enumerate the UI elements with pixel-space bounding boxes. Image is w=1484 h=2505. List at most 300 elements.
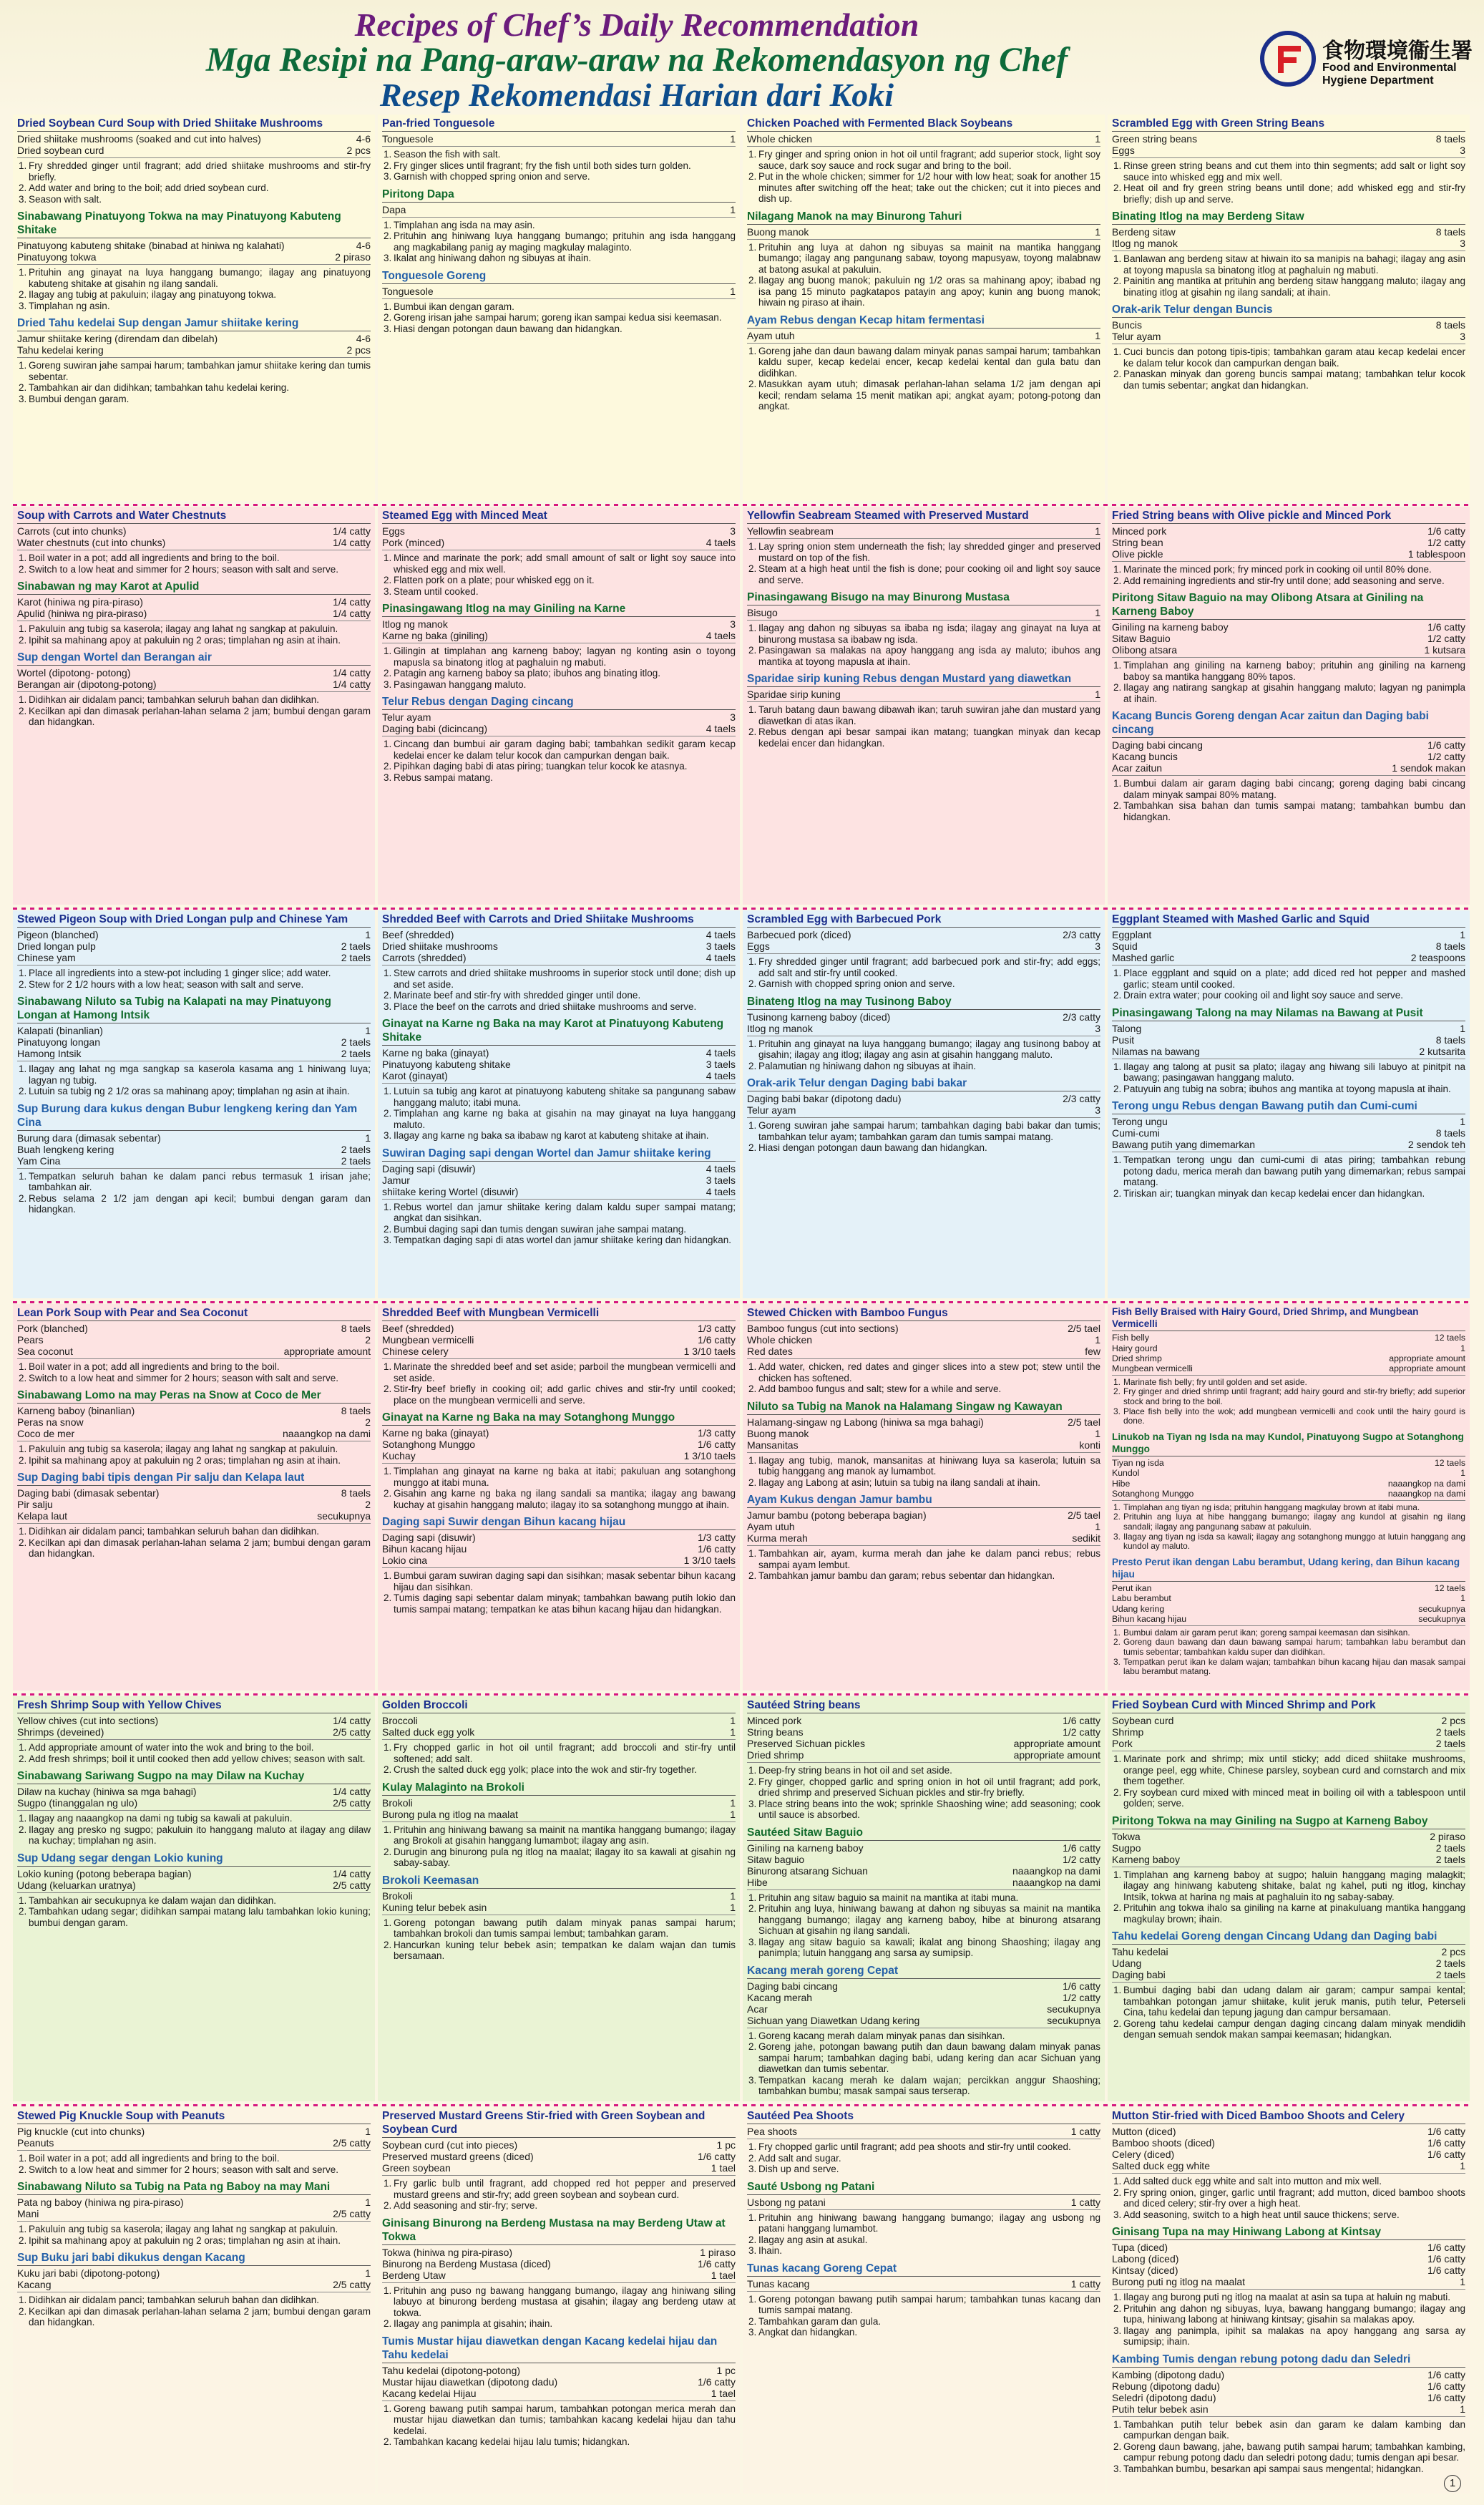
- ingredient-list: [382, 1163, 736, 1200]
- step-text: Ilagay ang Labong at asin; lutuin sa tubig na ilang sandali at ihain.: [758, 1477, 1041, 1488]
- ingredient-list: [382, 2247, 736, 2283]
- method-step: [1112, 1387, 1465, 1406]
- step-text: Mince and marinate the pork; add small amount of salt or light soy sauce into whisked egg and mix well.: [394, 553, 736, 575]
- ingredient-list: [747, 133, 1100, 147]
- step-number: 1.: [19, 2224, 27, 2234]
- step-number: 3.: [384, 772, 392, 783]
- recipe-title: Nilagang Manok na may Binurong Tahuri: [747, 209, 1100, 225]
- ingredient-quantity: 12 taels: [1434, 1333, 1465, 1343]
- ingredient-name: Jamur shiitake kering (direndam dan dibelah): [17, 333, 218, 344]
- method-step: [1112, 369, 1465, 391]
- ingredient-quantity: 1/2 catty: [1427, 751, 1465, 762]
- ingredient-quantity: 2 piraso: [1430, 1830, 1465, 1842]
- step-number: 1.: [384, 739, 392, 749]
- ingredient-line: [1112, 762, 1465, 774]
- ingredient-quantity: 1 sendok makan: [1392, 762, 1465, 774]
- ingredient-name: Tiyan ng isda: [1112, 1458, 1164, 1469]
- ingredient-line: [17, 1879, 371, 1891]
- method-step: [17, 1444, 371, 1455]
- ingredient-line: [17, 2126, 371, 2137]
- recipe-fil: [382, 1410, 736, 1510]
- ingredient-line: [1112, 1957, 1465, 1969]
- step-text: Timplahan ang isda na may asin.: [394, 219, 535, 230]
- step-text: Add water and bring to the boil; add dried soybean curd.: [29, 183, 269, 193]
- method-step: [382, 553, 736, 575]
- step-text: Marinate pork and shrimp; mix until sticky; add diced shiitake mushrooms, orange peel, egg white, Chinese parsley, soybean curd and cornstarch and mix them together.: [1123, 1754, 1465, 1786]
- step-number: 1.: [19, 1742, 27, 1753]
- step-number: 1.: [1113, 1754, 1122, 1764]
- step-number: 2.: [19, 1372, 27, 1383]
- ingredient-line: [17, 344, 371, 356]
- step-text: Tiriskan air; tuangkan minyak dan kecap kedelai encer dan hidangkan.: [1123, 1187, 1425, 1199]
- step-text: Add fresh shrimps; boil it until cooked then add yellow chives; season with salt.: [29, 1753, 366, 1764]
- recipe-title: Daging sapi Suwir dengan Bihun kacang hijau: [382, 1514, 736, 1530]
- recipe-title: Scrambled Egg with Barbecued Pork: [747, 912, 1100, 928]
- ingredient-line: [382, 1047, 736, 1059]
- ingredient-quantity: 1/6 catty: [1063, 1842, 1100, 1854]
- ingredient-name: Lokio kuning (potong beberapa bagian): [17, 1867, 192, 1879]
- ingredient-quantity: 1: [730, 203, 736, 215]
- recipe-ms: [17, 1470, 371, 1560]
- recipe-title: Stewed Chicken with Bamboo Fungus: [747, 1305, 1100, 1321]
- recipe-title: Piritong Sitaw Baguio na may Olibong Atsara at Giniling na Karneng Baboy: [1112, 590, 1465, 620]
- recipe-ms: [747, 1076, 1100, 1154]
- ingredient-name: Berdeng sitaw: [1112, 226, 1176, 238]
- ingredient-name: Squid: [1112, 940, 1138, 952]
- recipe-title: Ayam Rebus dengan Kecap hitam fermentasi: [747, 313, 1100, 329]
- ingredient-name: Tunas kacang: [747, 2277, 810, 2290]
- step-text: Fry ginger, chopped garlic and spring onion in hot oil until fragrant; add pork, dried shrimp and preserved Sichuan pickles and stir-fry briefly.: [758, 1776, 1100, 1798]
- ingredient-line: [1112, 1046, 1465, 1057]
- ingredient-line: [17, 1487, 371, 1499]
- ingredient-quantity: 4-6: [356, 333, 371, 344]
- recipe-fil: [1112, 2224, 1465, 2348]
- step-number: 2.: [19, 1824, 27, 1835]
- step-number: 2.: [748, 1383, 757, 1394]
- ingredient-quantity: 1/2 catty: [1427, 537, 1465, 548]
- ingredient-list: [747, 226, 1100, 240]
- step-number: 2.: [19, 2305, 27, 2317]
- ingredient-name: Pinatuyong longan: [17, 1036, 100, 1048]
- step-text: Ipihit sa mahinang apoy at pakuluin ng 2 oras; timplahan ng asin at ihain.: [29, 1454, 341, 1466]
- method-step: [382, 1764, 736, 1776]
- ingredient-name: Kacang merah: [747, 1991, 813, 2003]
- ingredient-name: Hairy gourd: [1112, 1343, 1158, 1353]
- ingredient-line: [1112, 751, 1465, 762]
- method-step: [382, 220, 736, 231]
- header: [0, 0, 1484, 115]
- recipe-en: [747, 2108, 1100, 2175]
- recipe-cell: [1108, 115, 1470, 501]
- method-step: [17, 2235, 371, 2247]
- method-step: [17, 694, 371, 706]
- step-text: Hiasi dengan potongan daun bawang dan hidangkan.: [758, 1142, 987, 1153]
- step-text: Fry soybean curd mixed with minced meat in boiling oil with a tablespoon until golden; serve.: [1123, 1786, 1465, 1809]
- ingredient-name: Yellow chives (cut into sections): [17, 1715, 159, 1726]
- step-number: 1.: [384, 1570, 392, 1581]
- ingredient-name: Pears: [17, 1334, 44, 1346]
- ingredient-quantity: 4-6: [356, 133, 371, 145]
- ingredient-line: [17, 1132, 371, 1144]
- ingredient-line: [1112, 145, 1465, 156]
- recipe-cell: [743, 1304, 1105, 1691]
- recipe-title: Kacang merah goreng Cepat: [747, 1963, 1100, 1979]
- ingredient-name: Jamur bambu (potong beberapa bagian): [747, 1509, 927, 1521]
- ingredient-name: Kacang: [17, 2279, 52, 2290]
- ingredient-name: Brokoli: [382, 1889, 413, 1902]
- step-number: 1.: [384, 149, 392, 160]
- recipe-en: [747, 1698, 1100, 1821]
- ingredient-quantity: 2 taels: [341, 940, 371, 952]
- recipe-en: [382, 508, 736, 597]
- step-number: 3.: [384, 1001, 392, 1012]
- step-text: Ilagay ang buong manok; pakuluin ng 1/2 oras sa mahinang apoy; ibabad ng isa pang 15 minuto pagkatapos patayin ang apoy; kunin ang buong manok; hiwain ng piraso at ihain.: [758, 275, 1100, 308]
- recipe-row: [13, 1304, 1473, 1691]
- ingredient-quantity: 1: [1460, 2403, 1465, 2415]
- method-step: [1112, 968, 1465, 990]
- ingredient-name: Hibe: [1112, 1478, 1131, 1489]
- ingredient-name: Sitaw Baguio: [1112, 633, 1171, 644]
- ingredient-quantity: 2: [365, 1334, 371, 1346]
- recipe-title: Pan-fried Tonguesole: [382, 116, 736, 132]
- recipe-fil: [17, 1769, 371, 1847]
- ingredient-line: [382, 1070, 736, 1081]
- ingredient-quantity: 1: [1095, 525, 1100, 537]
- ingredient-name: Terong ungu: [1112, 1116, 1168, 1127]
- ingredient-line: [1112, 1343, 1465, 1353]
- method-step: [747, 1039, 1100, 1061]
- method-step: [17, 301, 371, 312]
- method-step: [17, 553, 371, 564]
- step-text: Pakuluin ang tubig sa kaserola; ilagay ang lahat ng sangkap at pakuluin.: [29, 2224, 338, 2234]
- step-text: Add water, chicken, red dates and ginger slices into a stew pot; stew until the chicken has softened.: [758, 1361, 1100, 1383]
- recipe-title: Orak-arik Telur dengan Buncis: [1112, 302, 1465, 318]
- ingredient-quantity: 1: [365, 1132, 371, 1144]
- ingredient-quantity: sedikit: [1072, 1532, 1100, 1544]
- step-text: Heat oil and fry green string beans until done; add whisked egg and stir-fry briefly; dish up and serve.: [1123, 183, 1465, 205]
- ingredient-line: [382, 2388, 736, 2399]
- step-text: Marinate the minced pork; fry minced pork in cooking oil until 80% done.: [1123, 564, 1432, 575]
- ingredient-name: Tonguesole: [382, 285, 434, 297]
- method-step: [1112, 660, 1465, 682]
- recipe-ms: [382, 1873, 736, 1962]
- step-text: Ilagay ang burong puti ng itlog na maalat at asin sa tupa at haluin ng mabuti.: [1123, 2292, 1451, 2302]
- ingredient-quantity: 1/4 catty: [333, 608, 371, 619]
- step-number: 3.: [748, 2327, 757, 2338]
- step-text: Add remaining ingredients and stir-fry until done; add seasoning and serve.: [1123, 575, 1445, 586]
- ingredient-name: Daging babi (dimasak sebentar): [17, 1487, 160, 1499]
- ingredient-name: Pigeon (blanched): [17, 929, 99, 940]
- ingredient-line: [17, 1155, 371, 1167]
- step-number: 2.: [19, 183, 27, 193]
- ingredient-name: Buah lengkeng kering: [17, 1143, 114, 1155]
- ingredient-name: Daging babi cincang: [1112, 739, 1203, 751]
- step-text: Pasingawan sa malakas na apoy hanggang ang isda ay maluto; ibuhos ang mantika at toyong mapusla at ihain.: [758, 645, 1100, 667]
- recipe-title: Sinabawang Niluto sa Tubig na Pata ng Baboy na may Mani: [17, 2179, 371, 2195]
- ingredient-name: Tokwa: [1112, 1830, 1141, 1842]
- ingredient-line: [747, 2278, 1100, 2290]
- step-text: Drain extra water; pour cooking oil and light soy sauce and serve.: [1123, 990, 1403, 1001]
- ingredient-name: Sugpo: [1112, 1842, 1141, 1854]
- step-number: 1.: [384, 1466, 392, 1477]
- method-step: [382, 1361, 736, 1383]
- step-text: Add appropriate amount of water into the wok and bring to the boil.: [29, 1742, 314, 1753]
- step-text: Bumbui daging babi dan udang dalam air garam; campur sampai kental; tambahkan potongan jamur shiitake, kulit jeruk manis, putih telur, Peterseli Cina, tahu kedelai dan tepung jagung dan campur bersamaan.: [1123, 1985, 1465, 2018]
- ingredient-quantity: 1/4 catty: [333, 678, 371, 690]
- ingredient-quantity: 1: [1095, 689, 1100, 700]
- step-text: Add bamboo fungus and salt; stew for a while and serve.: [758, 1383, 1002, 1394]
- ingredient-name: Udang: [1112, 1957, 1142, 1969]
- method-step: [382, 968, 736, 990]
- step-number: 2.: [1113, 1386, 1121, 1397]
- ingredient-line: [17, 1048, 371, 1059]
- ingredient-list: [17, 2126, 371, 2151]
- ingredient-quantity: 2 pcs: [346, 145, 371, 156]
- ingredient-name: Mashed garlic: [1112, 952, 1175, 963]
- ingredient-name: Pata ng baboy (hiniwa ng pira-piraso): [17, 2197, 184, 2208]
- step-text: Cuci buncis dan potong tipis-tipis; tambahkan garam atau kecap kedelai encer ke dalam telur kocok dan campurkan dengan baik.: [1123, 346, 1465, 369]
- method-step: [1112, 2463, 1465, 2475]
- ingredient-name: Buong manok: [747, 225, 809, 238]
- ingredient-line: [17, 2208, 371, 2219]
- ingredient-list: [1112, 2126, 1465, 2174]
- step-number: 2.: [384, 575, 392, 585]
- recipe-cell: [378, 910, 740, 1298]
- method-step: [382, 171, 736, 183]
- step-text: Goreng bawang putih sampai harum, tambahkan potongan merica merah dan mustar hijau diawetkan dan tumis; tambahkan kacang kedelai hijau dan tahu kedelai.: [394, 2403, 736, 2436]
- ingredient-line: [1112, 1479, 1465, 1489]
- recipe-title: Eggplant Steamed with Mashed Garlic and Squid: [1112, 912, 1465, 928]
- ingredient-name: Sparidae sirip kuning: [747, 689, 841, 700]
- recipe-title: Chicken Poached with Fermented Black Soybeans: [747, 116, 1100, 132]
- ingredient-name: Carrots (cut into chunks): [17, 525, 127, 537]
- method-step: [17, 635, 371, 646]
- ingredient-line: [747, 1093, 1100, 1104]
- ingredient-name: Lokio cina: [382, 1555, 428, 1566]
- ingredient-line: [17, 952, 371, 963]
- ingredient-line: [747, 525, 1100, 537]
- ingredient-list: [382, 1323, 736, 1359]
- ingredient-line: [382, 1450, 736, 1461]
- method-step: [17, 1824, 371, 1847]
- step-number: 2.: [384, 1108, 392, 1119]
- ingredient-quantity: 8 taels: [1435, 940, 1465, 952]
- ingredient-list: [747, 1416, 1100, 1453]
- ingredient-quantity: 2: [365, 1499, 371, 1510]
- ingredient-name: Chinese yam: [17, 952, 76, 963]
- step-text: Deep-fry string beans in hot oil and set aside.: [758, 1765, 952, 1776]
- step-number: 2.: [1113, 2302, 1122, 2314]
- step-text: Goreng tahu kedelai campur dengan daging cincang dalam minyak mendidih dengan semuah sendok makan sampai keemasan; hidangkan.: [1123, 2018, 1465, 2040]
- step-text: Goreng jahe, potongan bawang putih dan daun bawang dalam minyak panas sampai harum; tambahkan daging babi, udang kering dan acar Sichuan yang diawetkan dan tumis sebentar.: [758, 2041, 1100, 2074]
- ingredient-line: [17, 608, 371, 619]
- ingredient-list: [382, 1890, 736, 1915]
- recipe-ms: [17, 2250, 371, 2328]
- ingredient-quantity: 2/5 catty: [333, 2279, 371, 2290]
- ingredient-list: [382, 133, 736, 147]
- recipe-title: Fish Belly Braised with Hairy Gourd, Dried Shrimp, and Mungbean Vermicelli: [1112, 1305, 1465, 1331]
- recipe-title: Kacang Buncis Goreng dengan Acar zaitun dan Daging babi cincang: [1112, 709, 1465, 738]
- ingredient-list: [17, 929, 371, 965]
- ingredient-quantity: 1/6 catty: [1427, 2137, 1465, 2149]
- ingredient-line: [1112, 1614, 1465, 1624]
- ingredient-quantity: 2 taels: [341, 1036, 371, 1048]
- step-text: Dish up and serve.: [758, 2164, 839, 2174]
- ingredient-quantity: 8 taels: [1435, 1127, 1465, 1139]
- method-step: [17, 979, 371, 991]
- recipe-ms: [17, 1851, 371, 1929]
- ingredient-name: Red dates: [747, 1346, 793, 1357]
- step-text: Ilagay ang talong at pusit sa plato; ilagay ang hiwang sili labuyo at pinitpit na bawang; pasingawan hanggang maluto.: [1123, 1061, 1465, 1083]
- step-number: 2.: [748, 275, 757, 286]
- step-number: 3.: [1113, 1531, 1121, 1542]
- ingredient-line: [1112, 1593, 1465, 1603]
- recipe-en: [382, 1305, 736, 1406]
- method-step: [17, 2306, 371, 2328]
- ingredient-quantity: 1/6 catty: [1427, 2242, 1465, 2253]
- ingredient-line: [382, 1439, 736, 1450]
- ingredient-line: [17, 1416, 371, 1428]
- ingredient-name: Sitaw baguio: [747, 1853, 805, 1865]
- step-text: Rebus dengan api besar sampai ikan matang; tuangkan minyak dan kecap kedelai encer dan hidangkan.: [758, 726, 1100, 749]
- method-step: [382, 2403, 736, 2437]
- step-text: Bumbui dalam air garam daging babi cincang; goreng daging babi cincang dalam minyak sampai 80% matang.: [1123, 778, 1465, 800]
- recipe-title: Shredded Beef with Mungbean Vermicelli: [382, 1305, 736, 1321]
- ingredient-line: [747, 929, 1100, 940]
- step-number: 3.: [748, 2245, 757, 2256]
- ingredient-quantity: 1: [1095, 607, 1100, 618]
- recipe-cell: [13, 115, 375, 501]
- method-step: [747, 1383, 1100, 1395]
- ingredient-quantity: 1 pc: [716, 2364, 736, 2376]
- method-step: [1112, 564, 1465, 575]
- ingredient-list: [747, 689, 1100, 702]
- recipe-fil: [1112, 1431, 1465, 1552]
- recipe-title: Sup Burung dara kukus dengan Bubur lengkeng kering dan Yam Cina: [17, 1101, 371, 1131]
- ingredient-name: Bisugo: [747, 607, 778, 618]
- step-number: 2.: [384, 1939, 392, 1950]
- recipe-fil: [382, 1780, 736, 1869]
- step-text: Goreng daun bawang, jahe, bawang putih sampai harum; tambahkan kambing, campur rebung potong dadu dan seledri potong dadu; tumis dengan api besar.: [1123, 2441, 1465, 2463]
- ingredient-name: Daging sapi (disuwir): [382, 1162, 476, 1174]
- recipe-fil: [1112, 590, 1465, 704]
- method-step: [1112, 1407, 1465, 1426]
- ingredient-line: [747, 1439, 1100, 1451]
- ingredient-name: Telur ayam: [747, 1104, 796, 1116]
- method-step: [747, 1765, 1100, 1776]
- ingredient-line: [1112, 1854, 1465, 1865]
- ingredient-line: [747, 1023, 1100, 1034]
- ingredient-list: [1112, 929, 1465, 965]
- ingredient-line: [382, 952, 736, 963]
- ingredient-name: Burong puti ng itlog na maalat: [1112, 2276, 1246, 2287]
- step-number: 3.: [384, 1130, 392, 1141]
- step-text: Boil water in a pot; add all ingredients and bring to the boil.: [29, 2153, 280, 2164]
- step-text: Stew for 2 1/2 hours with a low heat; season with salt and serve.: [29, 978, 304, 990]
- recipe-title: Tahu kedelai Goreng dengan Cincang Udang dan Daging babi: [1112, 1929, 1465, 1945]
- step-text: Lay spring onion stem underneath the fish; lay shredded ginger and preserved mustard on top of the fish.: [758, 541, 1100, 563]
- method-step: [747, 956, 1100, 978]
- step-text: Stir-fry beef briefly in cooking oil; add garlic chives and stir-fry until cooked; place on the mungbean vermicelli and serve.: [394, 1383, 736, 1406]
- step-number: 1.: [19, 2153, 27, 2164]
- ingredient-line: [1112, 1116, 1465, 1127]
- step-text: Add salt and sugar.: [758, 2152, 841, 2164]
- step-text: Ilagay ang karne ng baka sa ibabaw ng karot at kabuteng shitake at ihain.: [394, 1130, 709, 1141]
- step-number: 1.: [19, 2295, 27, 2305]
- step-text: Bumbui dengan garam.: [29, 393, 130, 404]
- ingredient-name: Dapa: [382, 203, 406, 215]
- recipe-title: Sup Daging babi tipis dengan Pir salju dan Kelapa laut: [17, 1470, 371, 1486]
- step-number: 1.: [384, 2403, 392, 2414]
- step-text: Ikalat ang hiniwang dahon ng sibuyas at ihain.: [394, 253, 592, 263]
- ingredient-name: Whole chicken: [747, 133, 813, 145]
- method-step: [747, 1892, 1100, 1904]
- method-step: [1112, 160, 1465, 183]
- ingredient-quantity: 1/6 catty: [1427, 2391, 1465, 2403]
- step-text: Goreng potongan bawang putih dalam minyak panas sampai harum; tambahkan brokoli dan tumis sampai lembut; tambahkan garam.: [394, 1917, 736, 1939]
- method-step: [747, 1570, 1100, 1582]
- ingredient-quantity: 1: [1095, 225, 1100, 238]
- step-text: Prituhin ang ginayat na luya hanggang bumango; ilagay ang tusinong baboy at gisahin; ilagay ang itlog; ilagay ang asin at gisahin hanggang maluto.: [758, 1038, 1100, 1060]
- method-step: [747, 1061, 1100, 1072]
- recipe-title: Sinabawang Niluto sa Tubig na Kalapati na may Pinatuyong Longan at Hamong Intsik: [17, 994, 371, 1023]
- ingredient-name: Apulid (hiniwa ng pira-piraso): [17, 608, 147, 619]
- method-step: [1112, 990, 1465, 1001]
- step-number: 1.: [384, 1742, 392, 1753]
- ingredient-quantity: 1/2 catty: [1063, 1991, 1100, 2003]
- step-text: Prituhin ang tokwa ihalo sa giniling na karne at pinakuluang mantika hanggang magkulay brown; ihain.: [1123, 1902, 1465, 1925]
- step-text: Fry shredded ginger until fragrant; add dried shiitake mushrooms and stir-fry briefly.: [29, 160, 371, 183]
- ingredient-quantity: 2: [365, 1416, 371, 1428]
- ingredient-name: Olibong atsara: [1112, 644, 1178, 656]
- ingredient-quantity: 8 taels: [1435, 319, 1465, 331]
- recipe-cell: [378, 1304, 740, 1691]
- ingredient-line: [17, 2279, 371, 2290]
- step-number: 1.: [19, 968, 27, 978]
- step-text: Tempatkan terong ungu dan cumi-cumi di atas piring; tambahkan rebung potong dadu, merica merah dan bawang putih yang dimemarkan; rebus sampai matang.: [1123, 1154, 1465, 1187]
- ingredient-name: Preserved mustard greens (diced): [382, 2151, 534, 2162]
- ingredient-list: [382, 2365, 736, 2401]
- ingredient-quantity: 1: [730, 285, 736, 297]
- ingredient-line: [17, 1726, 371, 1738]
- ingredient-quantity: 1 catty: [1070, 2196, 1100, 2208]
- method-step: [382, 1383, 736, 1406]
- method-step: [1112, 276, 1465, 298]
- ingredient-line: [382, 1890, 736, 1902]
- method-step: [17, 194, 371, 205]
- step-number: 2.: [1113, 682, 1122, 693]
- recipe-en: [1112, 1305, 1465, 1426]
- ingredient-line: [1112, 525, 1465, 537]
- method-step: [17, 382, 371, 394]
- ingredient-quantity: 1 tael: [711, 2162, 736, 2174]
- ingredient-list: [1112, 133, 1465, 158]
- ingredient-name: Brokoli: [382, 1796, 413, 1809]
- ingredient-line: [1112, 1738, 1465, 1749]
- ingredient-line: [747, 133, 1100, 145]
- ingredient-list: [1112, 1715, 1465, 1751]
- step-text: Place fish belly into the wok; add mungbean vermicelli and cook until the hairy gourd is done.: [1123, 1406, 1465, 1426]
- method-step: [747, 1776, 1100, 1799]
- method-step: [747, 2030, 1100, 2042]
- method-step: [1112, 778, 1465, 800]
- recipe-fil: [382, 2216, 736, 2330]
- ingredient-quantity: 1/6 catty: [1427, 2265, 1465, 2276]
- method-step: [747, 726, 1100, 749]
- recipe-en: [382, 116, 736, 183]
- step-text: Kecilkan api dan dimasak perlahan-lahan selama 2 jam; bumbui dengan garam dan hidangkan.: [29, 705, 371, 727]
- step-text: Ipihit sa mahinang apoy at pakuluin ng 2 oras; timplahan ng asin at ihain.: [29, 634, 341, 646]
